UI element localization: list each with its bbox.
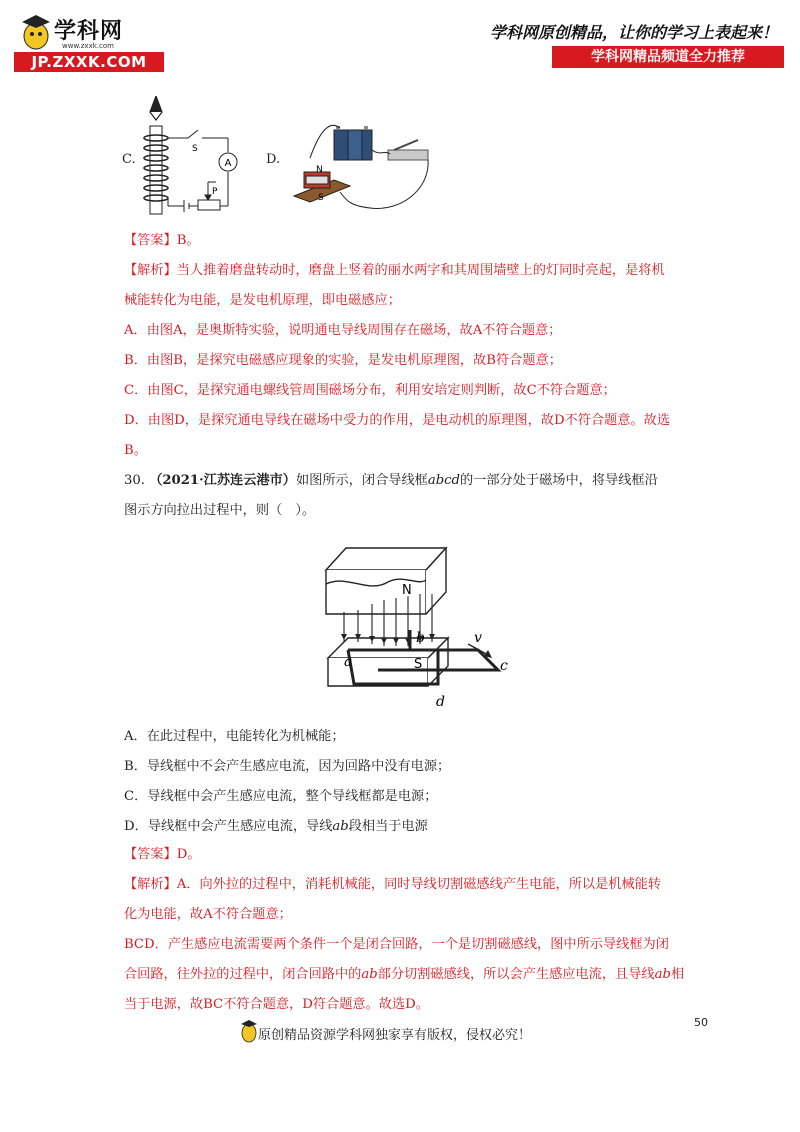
analysis-1-option-d-cont: B。 [124, 443, 147, 458]
answer-value: B。 [176, 233, 200, 248]
question-text-cont: 的一部分处于磁场中，将导线框沿 [460, 473, 658, 488]
vertex-c-label: c [500, 658, 508, 674]
switch-label: S [192, 144, 198, 154]
option-c: C．导线框中会产生感应电流，整个导线框都是电源； [124, 789, 438, 804]
analysis-tag: 【解析】 [124, 877, 177, 892]
page-number: 50 [694, 1016, 708, 1029]
question-30-line-2: 图示方向拉出过程中，则（ ）。 [124, 503, 316, 518]
analysis-text-end: 相 [670, 967, 685, 982]
analysis-1-option-b: B．由图B，是探究电磁感应现象的实验，是发电机原理图，故B符合题意； [124, 353, 562, 368]
analysis-2-line-1 [124, 876, 661, 894]
magnet-s-label: S [318, 193, 324, 203]
analysis-1-option-c: C．由图C，是探究通电螺线管周围磁场分布，利用安培定则判断，故C不符合题意； [124, 383, 616, 398]
option-a: A．在此过程中，电能转化为机械能； [124, 729, 345, 744]
ammeter-label: A [224, 158, 232, 169]
mascot-icon [16, 12, 56, 52]
footer-copyright: 原创精品资源学科网独家享有版权，侵权必究！ [258, 1028, 532, 1043]
n-pole-label: N [402, 583, 412, 598]
header-banner: 学科网精品频道全力推荐 [552, 46, 784, 68]
question-text: 如图所示，闭合导线框 [295, 473, 428, 488]
analysis-text: A．向外拉的过程中，消耗机械能，同时导线切割磁感线产生电能，所以是机械能转 [176, 877, 662, 892]
analysis-2-line-3: BCD．产生感应电流需要两个条件一个是闭合回路，一个是切割磁感线，图中所示导线框为闭 [124, 937, 669, 952]
velocity-label: v [474, 630, 482, 646]
option-b: B．导线框中不会产生感应电流，因为回路中没有电源； [124, 759, 451, 774]
analysis-text: 合回路，往外拉的过程中，闭合回路中的 [124, 967, 362, 982]
figure-c-label: C. [122, 152, 136, 167]
analysis-2-line-4 [124, 966, 684, 984]
figure-c-solenoid [136, 96, 246, 218]
logo-text: 学科网 [54, 19, 124, 44]
figure-d-label: D. [266, 152, 281, 167]
analysis-variable: ab [361, 967, 378, 982]
option-d [124, 818, 428, 836]
question-variable: abcd [427, 473, 460, 488]
analysis-tag: 【解析】 [124, 263, 177, 278]
option-d-text-cont: 段相当于电源 [348, 819, 428, 834]
logo-subtext: www.zxxk.com [62, 42, 114, 50]
header-slogan: 学科网原创精品，让你的学习上表起来！ [489, 23, 778, 42]
footer-mascot-icon [240, 1018, 258, 1044]
figure-30-magnetic-field [318, 534, 528, 716]
figure-d-motor-experiment [290, 120, 440, 212]
answer-2 [124, 846, 201, 864]
analysis-variable-2: ab [654, 967, 671, 982]
slider-label: P [212, 187, 218, 197]
analysis-1-line-1 [124, 262, 665, 280]
analysis-text-cont: 部分切割磁感线，所以会产生感应电流，且导线 [377, 967, 655, 982]
s-pole-label: S [414, 657, 423, 672]
answer-tag: 【答案】 [124, 233, 177, 248]
answer-1 [124, 232, 200, 250]
logo-url: JP.ZXXK.COM [14, 52, 164, 72]
answer-value: D。 [176, 847, 201, 862]
vertex-a-label: a [344, 654, 353, 670]
question-number: 30. [124, 473, 145, 488]
option-d-text: D．导线框中会产生感应电流，导线 [124, 819, 333, 834]
analysis-1-option-d: D．由图D，是探究通电导线在磁场中受力的作用，是电动机的原理图，故D不符合题意。故选 [124, 413, 671, 428]
analysis-text: 当人推着磨盘转动时，磨盘上竖着的丽水两字和其周围墙壁上的灯同时亮起，是将机 [176, 263, 665, 278]
answer-tag: 【答案】 [124, 847, 177, 862]
question-30-line-1 [124, 472, 658, 490]
analysis-2-line-5: 当于电源，故BC不符合题意，D符合题意。故选D。 [124, 997, 429, 1012]
analysis-1-line-2: 械能转化为电能，是发电机原理，即电磁感应； [124, 293, 401, 308]
site-logo [14, 12, 164, 74]
magnet-n-label: N [316, 165, 323, 175]
analysis-2-line-2: 化为电能，故A不符合题意； [124, 907, 292, 922]
analysis-1-option-a: A．由图A，是奥斯特实验，说明通电导线周围存在磁场，故A不符合题意； [124, 323, 562, 338]
option-d-variable: ab [332, 819, 349, 834]
vertex-d-label: d [436, 694, 445, 710]
question-source: （2021·江苏连云港市） [149, 473, 296, 488]
vertex-b-label: b [416, 630, 425, 646]
